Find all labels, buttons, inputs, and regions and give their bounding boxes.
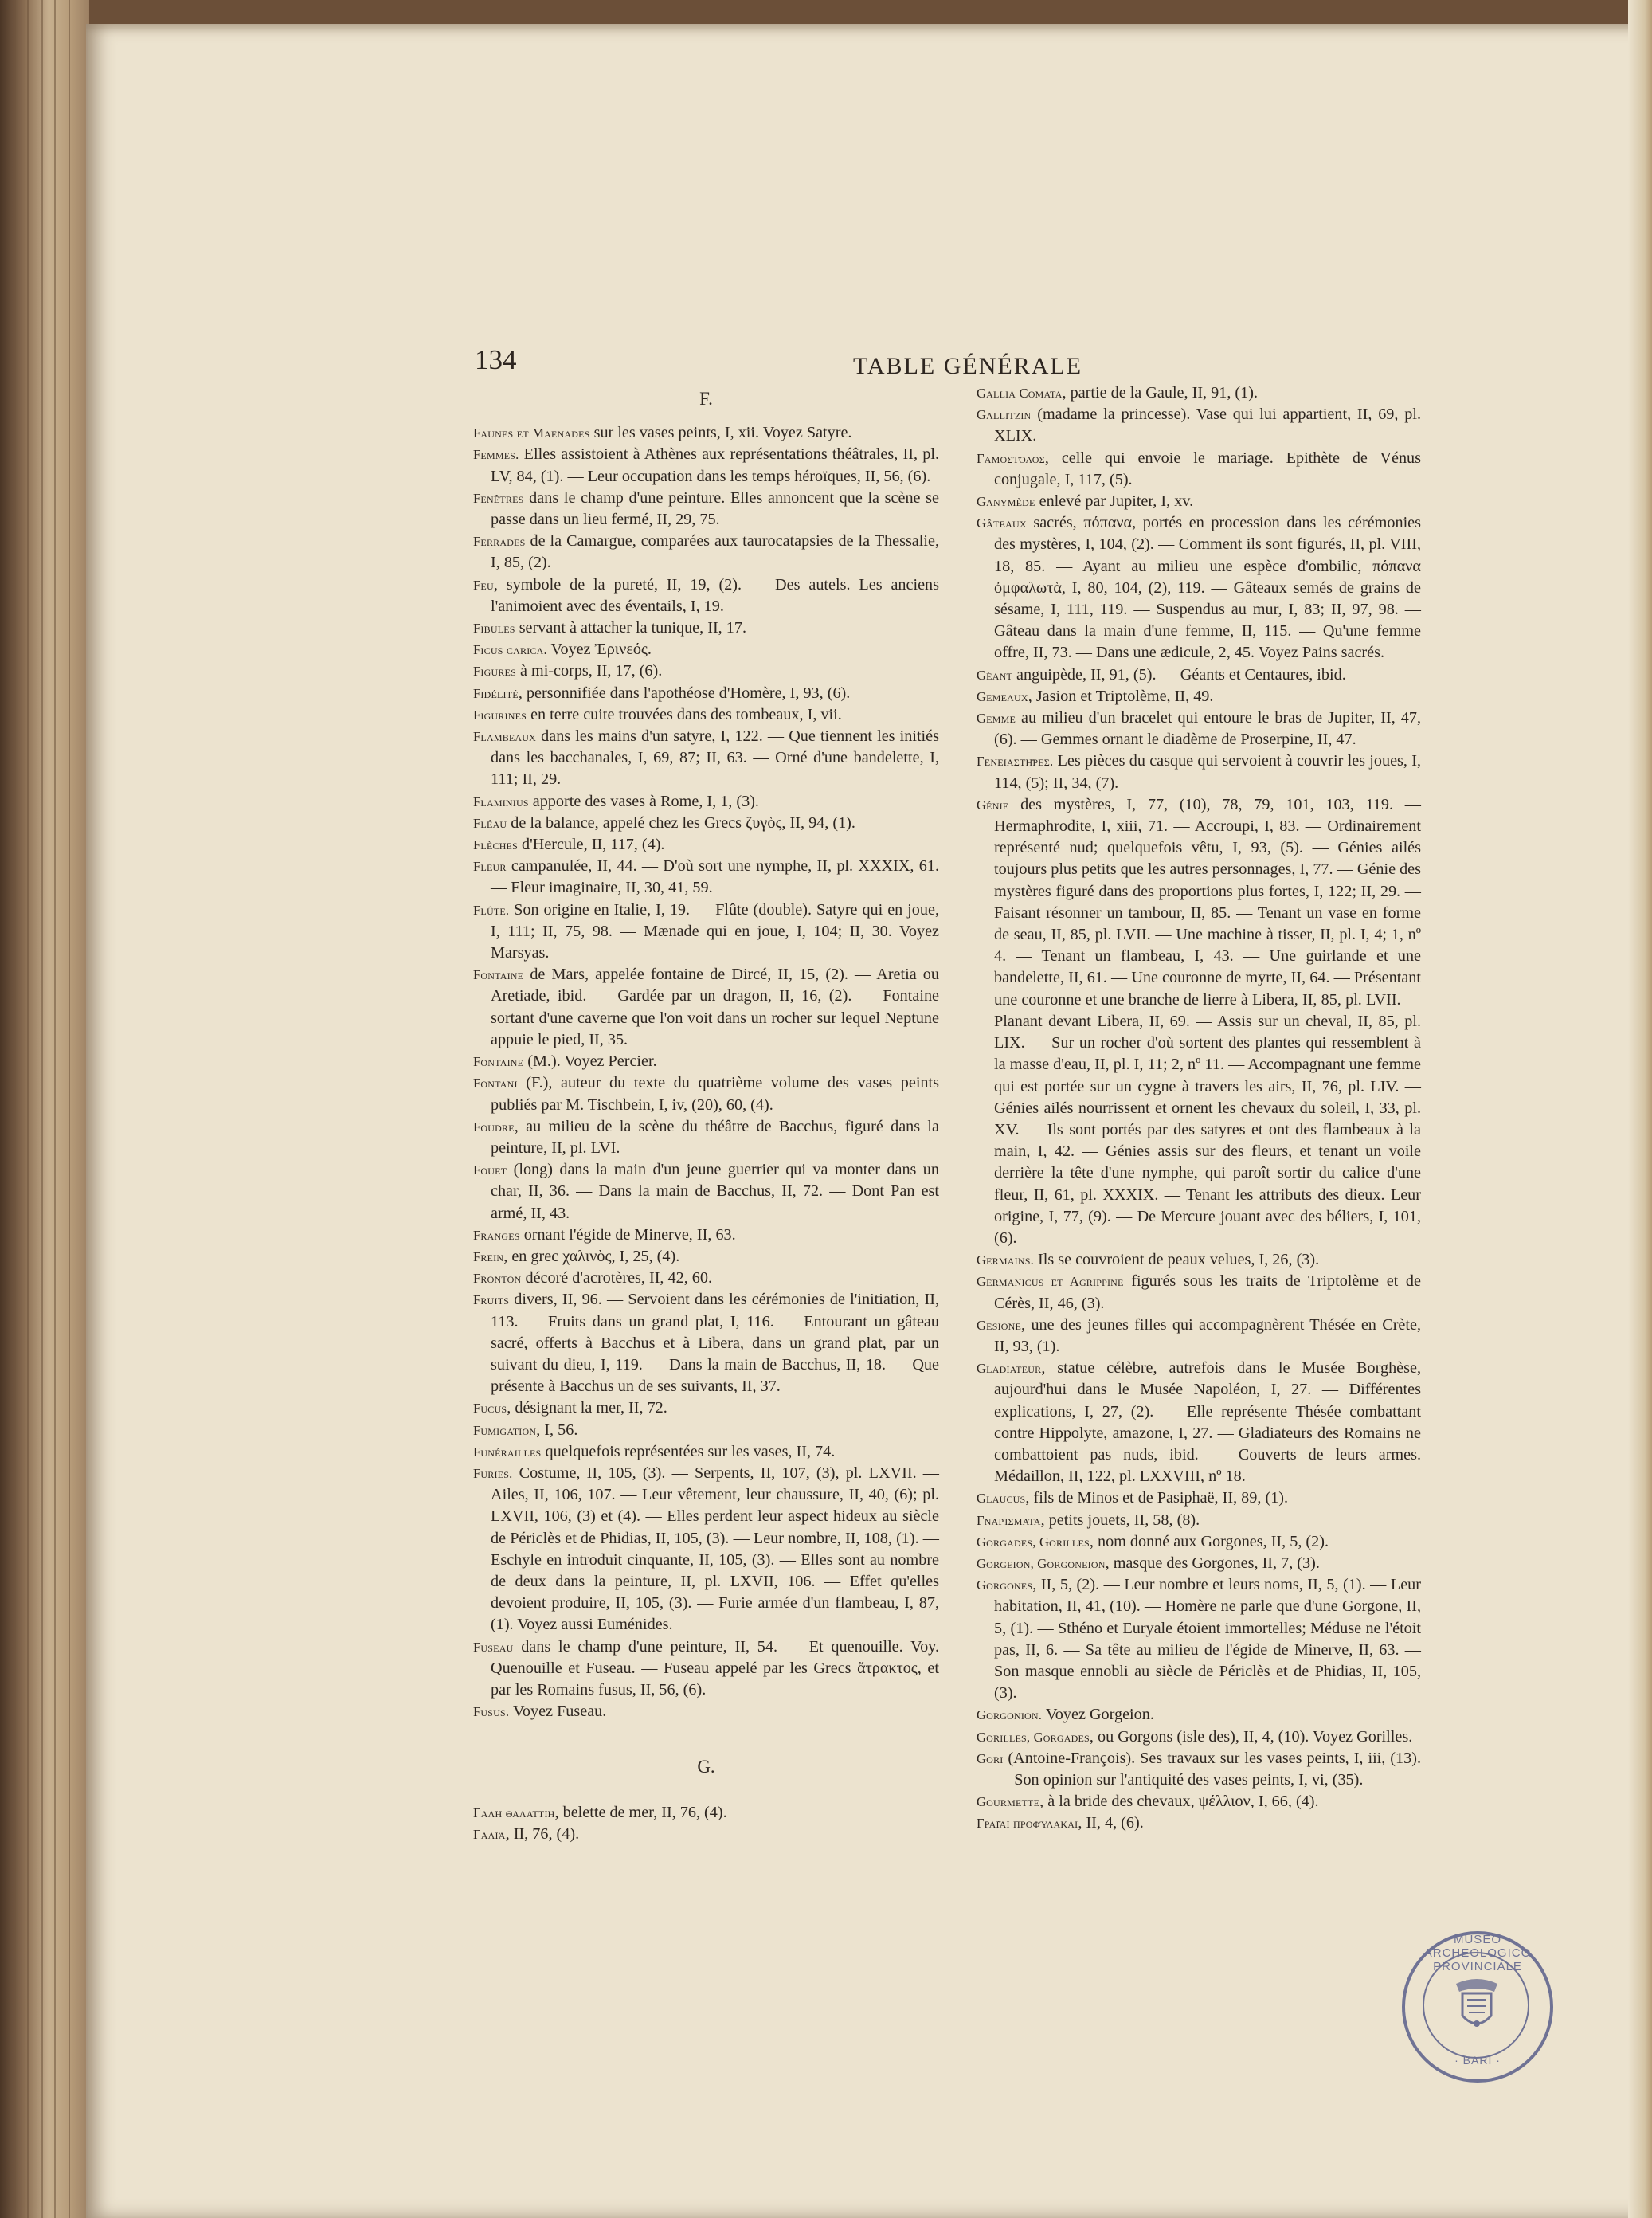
entry-keyword: Ganymède — [977, 494, 1035, 510]
entry-text: à mi-corps, II, 17, (6). — [515, 662, 663, 680]
entry-keyword: Γναρίσματα — [977, 1512, 1041, 1528]
entry-text: Elles assistoient à Athènes aux représentations théâtrales, II, pl. LV, 84, (1). — Leur occupation dans les temps héroïques, II, 56, (6). — [491, 445, 939, 485]
index-entry — [977, 512, 1421, 664]
entry-keyword: Fumigation — [473, 1422, 537, 1438]
index-entry — [473, 683, 939, 704]
entry-text: d'Hercule, II, 117, (4). — [517, 836, 665, 854]
entry-text: , personnifiée dans l'apothéose d'Homère, I, 93, (6). — [518, 684, 851, 702]
entry-text: de la Camargue, comparées aux taurocatapsies de la Thessalie, I, 85, (2). — [491, 532, 939, 572]
entry-keyword: Fidélité — [473, 685, 519, 701]
stamp-top-text: MUSEO ARCHEOLOGICO PROVINCIALE — [1423, 1933, 1532, 1973]
index-entry — [473, 1268, 939, 1289]
index-entry — [977, 1271, 1421, 1314]
index-entry — [977, 1574, 1421, 1704]
entry-keyword: Fruits — [473, 1292, 510, 1308]
index-entry — [977, 1748, 1421, 1791]
entry-keyword: Gorgones — [977, 1577, 1033, 1593]
index-entry — [977, 1531, 1421, 1553]
entry-keyword: Γαμοστόλος — [977, 450, 1045, 466]
index-entry — [473, 1701, 939, 1722]
page-number: 134 — [475, 344, 517, 375]
entry-text: , II, 76, (4). — [505, 1824, 580, 1843]
index-entry — [977, 1812, 1421, 1834]
index-entry — [977, 404, 1421, 447]
entry-text: , à la bride des chevaux, ψέλλιον, I, 66, (4). — [1039, 1793, 1319, 1811]
entry-keyword: Gallitzin — [977, 407, 1032, 423]
entry-text: , masque des Gorgones, II, 7, (3). — [1105, 1554, 1320, 1572]
index-entry — [977, 1791, 1421, 1812]
entry-text: (M.). Voyez Percier. — [523, 1052, 657, 1071]
entry-keyword: Glaucus — [977, 1491, 1026, 1507]
entry-keyword: Fléau — [473, 815, 507, 831]
entry-text: , fils de Minos et de Pasiphaë, II, 89, (1). — [1025, 1489, 1289, 1507]
index-entry — [473, 617, 939, 639]
index-entry — [473, 964, 939, 1051]
index-entry — [473, 1824, 939, 1845]
entry-keyword: Germanicus et Agrippine — [977, 1274, 1124, 1290]
index-entry — [473, 1246, 939, 1268]
right-column — [977, 382, 1421, 1835]
entry-keyword: Γαλη θαλαττιη — [473, 1805, 555, 1820]
entry-text: , II, 4, (6). — [1078, 1814, 1144, 1832]
entry-keyword: Gorilles, Gorgades — [977, 1729, 1090, 1745]
entry-text: , partie de la Gaule, II, 91, (1). — [1062, 384, 1259, 402]
index-entry — [977, 1315, 1421, 1358]
entry-text: enlevé par Jupiter, I, xv. — [1035, 492, 1194, 511]
index-entry — [473, 1116, 939, 1159]
entry-text: dans le champ d'une peinture. Elles annoncent que la scène se passe dans un lieu fermé, II, 29, 75. — [491, 488, 939, 529]
entry-keyword: Γενειαστῆρες. — [977, 754, 1054, 770]
entry-text: sacrés, πόπανα, portés en procession dans les cérémonies des mystères, I, 104, (2). — Comment ils sont figurés, II, pl. VIII, 18, 85. — Ayant au milieu une espèce d'ombilic, πόπανα ὀμφαλωτὰ, I, 80, 104, (2), 119. — Gâteaux semés de grains de sésame, I, 111, 119. — Suspendus au mur, I, 83; II, 97, 98. — Gâteau dans la main d'une femme, II, 115. — Qu'une femme offre, II, 73. — Dans une ædicule, 2, 45. Voyez Pains sacrés. — [994, 514, 1421, 662]
entry-keyword: Fusus. — [473, 1704, 510, 1720]
entry-keyword: Flambeaux — [473, 729, 537, 745]
index-entry — [473, 704, 939, 726]
index-entry — [473, 1802, 939, 1824]
index-entry — [977, 1553, 1421, 1574]
index-entry — [473, 1159, 939, 1225]
index-entry — [977, 1726, 1421, 1748]
entry-keyword: Gori — [977, 1750, 1004, 1766]
page-edge — [1628, 0, 1652, 2218]
entry-text: servant à attacher la tunique, II, 17. — [515, 619, 746, 637]
entry-text: , statue célèbre, autrefois dans le Musée Borghèse, aujourd'hui dans le Musée Napoléon, I, 27. — Différentes explications, I, 27, (2). — Elle représente Thésée combattant contre Hippolyte, amazone, I, 27. — Gladiateurs des Romains ne combattoient pas nuds, ibid. — Couverts de leurs armes. Médaillon, II, 122, pl. LXXVIII, nº 18. — [994, 1359, 1421, 1486]
entry-keyword: Gourmette — [977, 1794, 1040, 1810]
entry-keyword: Femmes. — [473, 447, 519, 463]
entry-keyword: Funérailles — [473, 1444, 542, 1460]
entry-text: , celle qui envoie le mariage. Epithète de Vénus conjugale, I, 117, (5). — [994, 449, 1421, 488]
entry-keyword: Gemme — [977, 711, 1016, 727]
index-entry — [977, 382, 1421, 404]
entry-keyword: Fronton — [473, 1271, 522, 1287]
entry-text: , Jasion et Triptolème, II, 49. — [1028, 687, 1214, 705]
entry-keyword: Frein — [473, 1248, 504, 1264]
entry-keyword: Fuseau — [473, 1639, 514, 1655]
entry-keyword: Génie — [977, 797, 1009, 813]
entry-text: Son origine en Italie, I, 19. — Flûte (double). Satyre qui en joue, I, 111; II, 75, 98. — Mænade qui en joue, I, 104; II, 30. Voyez Marsyas. — [491, 900, 939, 962]
entry-text: quelquefois représentées sur les vases, II, 74. — [541, 1442, 836, 1460]
entry-text: au milieu d'un bracelet qui entoure le bras de Jupiter, II, 47, (6). — Gemmes ornant le diadème de Proserpine, II, 47. — [994, 709, 1421, 749]
left-column — [473, 382, 939, 1845]
entry-text: figurés sous les traits de Triptolème et de Cérès, II, 46, (3). — [994, 1272, 1421, 1312]
entry-keyword: Gorgonion. — [977, 1707, 1043, 1723]
index-entry — [473, 1289, 939, 1397]
index-entry — [473, 488, 939, 531]
index-entry — [473, 726, 939, 791]
index-entry — [977, 664, 1421, 686]
entry-text: (madame la princesse). Vase qui lui appartient, II, 69, pl. XLIX. — [994, 406, 1421, 445]
index-entry — [473, 1441, 939, 1463]
entry-keyword: Gallia Comata — [977, 386, 1063, 401]
entry-text: , symbole de la pureté, II, 19, (2). — Des autels. Les anciens l'animoient avec des éventails, I, 19. — [491, 575, 939, 615]
entry-keyword: Furies. — [473, 1465, 513, 1481]
index-entry — [473, 834, 939, 856]
entry-keyword: Figures — [473, 664, 516, 680]
entry-text: , II, 5, (2). — Leur nombre et leurs noms, II, 5, (1). — Leur habitation, II, 41, (10). — Homère ne parle que d'une Gorgone, II, 5, (1). — Sthéno et Euryale étoient immortelles; Méduse ne l'étoit pas, II, 6. — Sa tête au milieu de l'égide de Minerve, II, 63. — Son masque ennobli au siècle de Périclès et de Phidias, II, 105, (3). — [994, 1576, 1421, 1703]
entry-keyword: Figurines — [473, 707, 527, 723]
entry-text: de Mars, appelée fontaine de Dircé, II, 15, (2). — Aretia ou Aretiade, ibid. — Gardée par un dragon, II, 16, (2). — Fontaine sortant d'une caverne que l'on voit dans un rocher sur lequel Neptune appuie le pied, II, 35. — [491, 966, 939, 1048]
entry-text: , désignant la mer, II, 72. — [507, 1399, 667, 1417]
index-entry — [473, 1420, 939, 1441]
entry-text: anguipède, II, 91, (5). — Géants et Centaures, ibid. — [1012, 665, 1346, 684]
entry-text: Voyez Ἐρινεός. — [546, 641, 652, 659]
index-entry — [977, 1249, 1421, 1271]
entry-text: des mystères, I, 77, (10), 78, 79, 101, 103, 119. — Hermaphrodite, I, xiii, 71. — Accroupi, I, 83. — Ordinairement représenté nud; quelquefois vêtu, I, 93, (5). — Génies ailés toujours plus petits que les autres personnages, I, 77. — Génie des mystères figuré dans des proportions plus fortes, I, 122; II, 29. — Faisant résonner un tambour, II, 85. — Tenant un vase en forme de seau, II, 85, pl. LVII. — Une machine à tisser, II, pl. I, 4; 1, nº 4. — Tenant un flambeau, I, 43. — Une guirlande et une bandelette, II, 61. — Une couronne de myrte, II, 64. — Présentant une couronne et une branche de lierre à Libera, II, 85, pl. LVII. — Planant devant Libera, II, 69. — Assis sur un cheval, II, 85, pl. LIX. — Sur un rocher d'où sortent des plantes qui ressemblent à la masse d'eau, II, pl. I, 11; 2, nº 11. — Accompagnant une femme qui est portée sur un cygne à travers les airs, II, 76, pl. LIV. — Génies ailés nourrissent et ornent les chevaux du soleil, I, 33, pl. XV. — Ils sont portés par des satyres et ont des flambeaux à la main, I, 42. — Génies assis sur des fleurs, et tenant un voile derrière la tête d'une nymphe, qui paroît sortir du calice d'une fleur, II, 61, pl. XXXIX. — Tenant les attributs des dieux. Leur origine, I, 77, (9). — De Mercure jouant avec des béliers, I, 101, (6). — [994, 795, 1421, 1247]
entry-keyword: Fenêtres — [473, 490, 524, 506]
museum-stamp — [1402, 1931, 1553, 2083]
index-entry — [473, 1051, 939, 1072]
entry-keyword: Fouet — [473, 1162, 507, 1178]
index-entry — [473, 531, 939, 574]
entry-keyword: Fucus — [473, 1401, 507, 1417]
book-gutter — [0, 0, 89, 2218]
entry-text: (F.), auteur du texte du quatrième volume des vases peints publiés par M. Tischbein, I, iv, (20), 60, (4). — [491, 1074, 939, 1114]
entry-text: Les pièces du casque qui servoient à couvrir les joues, I, 114, (5); II, 34, (7). — [994, 752, 1421, 792]
index-entry — [977, 750, 1421, 794]
index-entry — [473, 899, 939, 965]
index-entry — [977, 1510, 1421, 1531]
index-entry — [473, 660, 939, 682]
index-entry — [977, 448, 1421, 491]
entry-keyword: Ferrades — [473, 534, 526, 550]
entry-keyword: Fontani — [473, 1076, 518, 1091]
index-entry — [473, 856, 939, 899]
index-entry — [977, 686, 1421, 707]
entry-text: Costume, II, 105, (3). — Serpents, II, 107, (3), pl. LXVII. — Ailes, II, 106, 107. — Leur vêtement, leur chaussure, II, 40, (6); pl. LXVII, 106, (3) et (4). — Elles perdent leur aspect hideux au siècle de Périclès et de Phidias, II, 105, (3). — Leur nombre, II, 108, (1). — Eschyle en introduit cinquante, II, 105, (3). — Elles sont au nombre de deux dans la peinture, II, pl. LXVII, 106. — Effet qu'elles devoient produire, II, 105, (3). — Furie armée d'un flambeau, I, 87, (1). Voyez aussi Euménides. — [491, 1464, 939, 1634]
entry-keyword: Foudre — [473, 1119, 515, 1134]
entry-keyword: Germains. — [977, 1252, 1034, 1268]
index-entry — [977, 794, 1421, 1249]
index-entry — [473, 1397, 939, 1419]
entry-text: en terre cuite trouvées dans des tombeaux, I, vii. — [527, 705, 842, 723]
entry-keyword: Gorgades, Gorilles — [977, 1534, 1090, 1550]
entry-keyword: Fleur — [473, 859, 507, 875]
index-entry — [473, 1636, 939, 1702]
entries-list-g — [473, 1802, 939, 1845]
entry-keyword: Fontaine — [473, 967, 524, 983]
entry-text: , une des jeunes filles qui accompagnèrent Thésée en Crète, II, 93, (1). — [994, 1315, 1421, 1355]
section-heading-g: G. — [697, 1757, 715, 1777]
index-entry — [473, 1225, 939, 1246]
entry-keyword: Γραῖαι προφύλακαι — [977, 1816, 1078, 1832]
entry-keyword: Fibules — [473, 621, 515, 637]
index-entry — [473, 1072, 939, 1115]
entry-text: (Antoine-François). Ses travaux sur les vases peints, I, iii, (13). — Son opinion sur l'antiquité des vases peints, I, vi, (35). — [994, 1749, 1421, 1789]
entry-keyword: Faunes et Maenades — [473, 425, 590, 441]
index-entry — [977, 1358, 1421, 1487]
entry-text: , belette de mer, II, 76, (4). — [554, 1803, 727, 1821]
entry-keyword: Flaminius — [473, 794, 529, 809]
entry-keyword: Gâteaux — [977, 515, 1027, 531]
index-entry — [473, 574, 939, 617]
entry-keyword: Franges — [473, 1227, 520, 1243]
entry-text: , nom donné aux Gorgones, II, 5, (2). — [1089, 1532, 1329, 1550]
index-entry — [473, 813, 939, 834]
entry-text: décoré d'acrotères, II, 42, 60. — [521, 1269, 713, 1287]
entry-text: , en grec χαλινὸς, I, 25, (4). — [503, 1247, 680, 1265]
entry-text: Voyez Gorgeion. — [1042, 1706, 1154, 1724]
entries-list-right — [977, 382, 1421, 1835]
entry-text: Ils se couvroient de peaux velues, I, 26, (3). — [1033, 1251, 1320, 1269]
index-entry — [473, 791, 939, 813]
index-entry — [473, 1463, 939, 1636]
entry-text: , ou Gorgons (isle des), II, 4, (10). Voyez Gorilles. — [1089, 1727, 1413, 1746]
entry-text: de la balance, appelé chez les Grecs ζυγὸς, II, 94, (1). — [507, 813, 855, 832]
entry-text: , petits jouets, II, 58, (8). — [1040, 1511, 1200, 1529]
entries-list-f — [473, 422, 939, 1722]
index-entry — [473, 444, 939, 487]
entry-text: ornant l'égide de Minerve, II, 63. — [519, 1225, 736, 1244]
entry-text: sur les vases peints, I, xii. Voyez Satyre. — [589, 424, 852, 442]
entry-text: (long) dans la main d'un jeune guerrier qui va monter dans un char, II, 36. — Dans la main de Bacchus, II, 72. — Dont Pan est armé, II, 43. — [491, 1161, 939, 1222]
entry-keyword: Géant — [977, 667, 1012, 683]
stamp-bottom-text: · BARI · — [1454, 2054, 1501, 2067]
index-entry — [473, 639, 939, 660]
entry-keyword: Flèches — [473, 837, 518, 853]
entry-keyword: Ficus carica. — [473, 642, 547, 658]
index-entry — [473, 422, 939, 444]
entry-keyword: Γαλιὰ — [473, 1826, 506, 1842]
page-title: TABLE GÉNÉRALE — [852, 353, 1083, 379]
entry-keyword: Feu — [473, 577, 494, 593]
entry-text: dans les mains d'un satyre, I, 122. — Que tiennent les initiés dans les bacchanales, I, 69, 87; II, 63. — Orné d'une bandelette, I, 111; II, 29. — [491, 727, 939, 789]
index-entry — [977, 491, 1421, 512]
entry-keyword: Gemeaux — [977, 688, 1028, 704]
entry-keyword: Gesione — [977, 1317, 1022, 1333]
entry-text: Voyez Fuseau. — [509, 1703, 607, 1721]
entry-text: , au milieu de la scène du théâtre de Bacchus, figuré dans la peinture, II, pl. LVI. — [491, 1117, 939, 1157]
entry-text: , I, 56. — [536, 1421, 578, 1439]
entry-keyword: Gladiateur — [977, 1361, 1042, 1377]
entry-text: divers, II, 96. — Servoient dans les cérémonies de l'initiation, II, 113. — Fruits dans un grand plat, I, 116. — Entourant un gâteau sacré, offerts à Bacchus et à Libera, dans un grand plat, par un suivant du dieu, I, 119. — Dans la main de Bacchus, II, 18. — Que présente à Bacchus un de ses suivants, II, 37. — [491, 1291, 939, 1396]
entry-keyword: Fontaine — [473, 1054, 524, 1070]
index-entry — [977, 1704, 1421, 1726]
index-entry — [977, 1487, 1421, 1509]
section-heading-f: F. — [699, 389, 713, 409]
entry-text: apporte des vases à Rome, I, 1, (3). — [528, 792, 759, 810]
entry-text: campanulée, II, 44. — D'où sort une nymphe, II, pl. XXXIX, 61. — Fleur imaginaire, II, 30, 41, 59. — [491, 857, 939, 897]
crest-icon — [1451, 1976, 1502, 2036]
entry-keyword: Flûte. — [473, 902, 510, 918]
entry-keyword: Gorgeion, Gorgoneion — [977, 1555, 1106, 1571]
entry-text: dans le champ d'une peinture, II, 54. — Et quenouille. Voy. Quenouille et Fuseau. — Fuseau appelé par les Grecs ἄτρακτος, et par les Romains fusus, II, 56, (6). — [491, 1637, 939, 1699]
index-entry — [977, 707, 1421, 750]
